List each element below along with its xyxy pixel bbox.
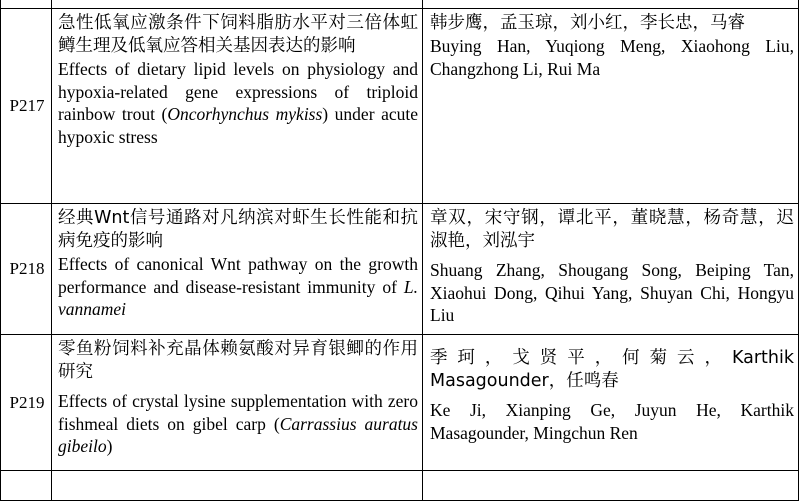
authors-english: Ke Ji, Xianping Ge, Juyun He, Karthik Masagounder, Mingchun Ren <box>430 400 794 443</box>
title-english-text: Effects of crystal lysine supplementation with zero fishmeal diets on gibel carp ( <box>58 391 418 434</box>
paper-code: P217 <box>1 9 52 204</box>
title-cell <box>52 471 423 501</box>
authors-english: Buying Han, Yuqiong Meng, Xiaohong Liu, Changzhong Li, Rui Ma <box>430 36 794 79</box>
table-row <box>1 9 799 204</box>
title-english <box>58 253 418 321</box>
title-english-tail: ) under acute hypoxic stress <box>58 104 418 147</box>
code-cell <box>1 471 52 501</box>
code-cell <box>1 0 52 9</box>
authors-chinese: 章双，宋守钢，谭北平，董晓慧，杨奇慧，迟淑艳，刘泓宇 <box>430 208 794 251</box>
species-name: Oncorhynchus mykiss <box>167 104 323 124</box>
title-cell <box>52 204 423 335</box>
table-row <box>1 0 799 9</box>
authors-chinese: 季珂，戈贤平，何菊云，Karthik Masagounder，任鸣春 <box>430 348 794 391</box>
title-chinese: 经典Wnt信号通路对凡纳滨对虾生长性能和抗病免疫的影响 <box>58 208 418 251</box>
authors-cell <box>423 9 799 204</box>
title-chinese: 急性低氧应激条件下饲料脂肪水平对三倍体虹鳟生理及低氧应答相关基因表达的影响 <box>58 13 418 56</box>
authors-chinese: 韩步鹰，孟玉琼，刘小红，李长忠，马睿 <box>430 13 745 33</box>
table-row <box>1 335 799 471</box>
authors-cell <box>423 0 799 9</box>
title-english-text: Effects of canonical Wnt pathway on the growth performance and disease-resistant immunity of <box>58 254 418 297</box>
paper-code: P218 <box>1 204 52 335</box>
authors-english: Shuang Zhang, Shougang Song, Beiping Tan, Xiaohui Dong, Qihui Yang, Shuyan Chi, Hongyu Liu <box>430 260 794 325</box>
title-english <box>58 390 418 458</box>
species-name: Carrassius auratus gibeilo <box>58 413 418 456</box>
paper-code: P219 <box>1 335 52 471</box>
title-english-tail: ) <box>106 436 113 456</box>
title-english-text: Effects of dietary lipid levels on physiology and hypoxia-related gene expressions of triploid rainbow trout ( <box>58 59 418 124</box>
title-chinese: 零鱼粉饲料补充晶体赖氨酸对异育银鲫的作用研究 <box>58 339 418 382</box>
species-name: L. vannamei <box>58 276 418 319</box>
authors-cell <box>423 471 799 501</box>
title-cell <box>52 335 423 471</box>
table-row <box>1 204 799 335</box>
authors-cell <box>423 204 799 335</box>
title-cell <box>52 0 423 9</box>
title-english <box>58 58 418 148</box>
table-row <box>1 471 799 501</box>
title-cell <box>52 9 423 204</box>
authors-cell <box>423 335 799 471</box>
